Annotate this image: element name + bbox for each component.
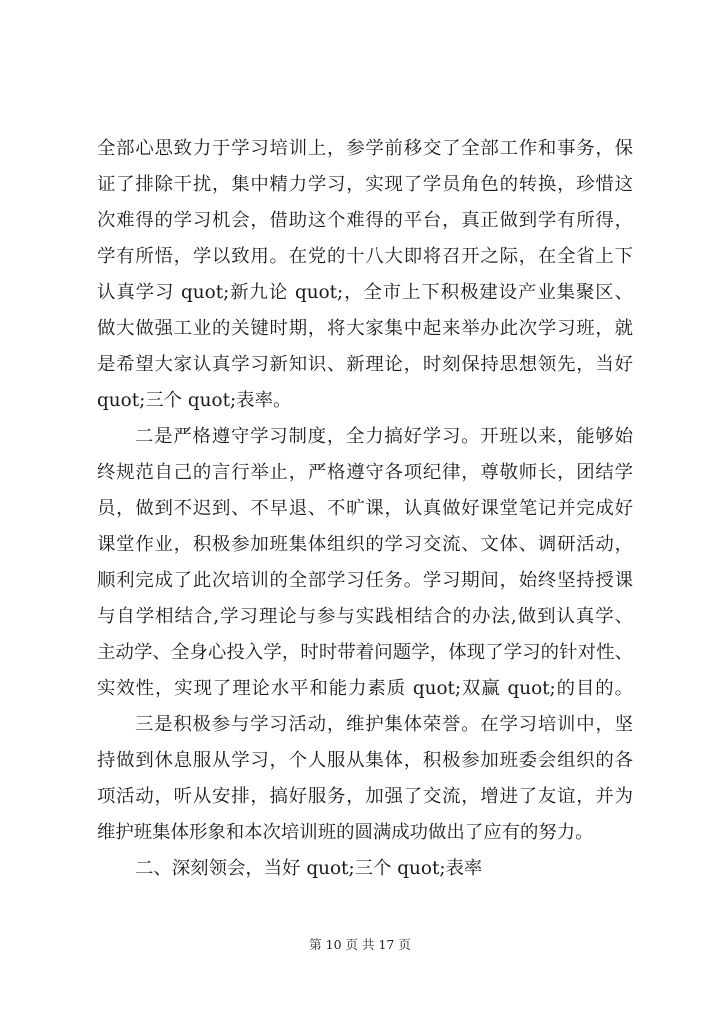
text-line: 维护班集体形象和本次培训班的圆满成功做出了应有的努力。 — [97, 822, 594, 843]
text-line: 顺利完成了此次培训的全部学习任务。学习期间，始终坚持授课 — [97, 570, 633, 591]
text-line: 项活动，听从安排，搞好服务，加强了交流，增进了友谊，并为 — [97, 786, 633, 807]
text-line: 证了排除干扰，集中精力学习，实现了学员角色的转换，珍惜这 — [97, 174, 633, 195]
text-line: 认真学习 quot;新九论 quot;，全市上下积极建设产业集聚区、 — [97, 282, 633, 303]
text-line: 实效性，实现了理论水平和能力素质 quot;双赢 quot;的目的。 — [97, 678, 633, 699]
body-text — [97, 131, 633, 887]
text-line: 学有所悟，学以致用。在党的十八大即将召开之际，在全省上下 — [97, 246, 633, 267]
text-line: 与自学相结合,学习理论与参与实践相结合的办法,做到认真学、 — [97, 606, 633, 627]
text-line: 员，做到不迟到、不早退、不旷课，认真做好课堂笔记并完成好 — [97, 498, 633, 519]
text-line: 是希望大家认真学习新知识、新理论，时刻保持思想领先，当好 — [97, 354, 633, 375]
text-line: 终规范自己的言行举止，严格遵守各项纪律，尊敬师长，团结学 — [97, 462, 633, 483]
page-footer: 第 10 页 共 17 页 — [309, 937, 411, 952]
text-line: 做大做强工业的关键时期，将大家集中起来举办此次学习班，就 — [97, 318, 633, 339]
text-line: 课堂作业，积极参加班集体组织的学习交流、文体、调研活动， — [97, 534, 633, 555]
text-line: 持做到休息服从学习，个人服从集体，积极参加班委会组织的各 — [97, 750, 633, 771]
text-line: 三是积极参与学习活动，维护集体荣誉。在学习培训中，坚 — [135, 714, 633, 735]
text-line: 主动学、全身心投入学，时时带着问题学，体现了学习的针对性、 — [97, 642, 633, 663]
text-line: 二是严格遵守学习制度，全力搞好学习。开班以来，能够始 — [135, 426, 633, 447]
text-line: 全部心思致力于学习培训上，参学前移交了全部工作和事务，保 — [97, 138, 633, 159]
text-line: 次难得的学习机会，借助这个难得的平台，真正做到学有所得， — [97, 210, 633, 231]
text-line: quot;三个 quot;表率。 — [97, 390, 292, 411]
text-line: 二、深刻领会，当好 quot;三个 quot;表率 — [135, 858, 483, 879]
